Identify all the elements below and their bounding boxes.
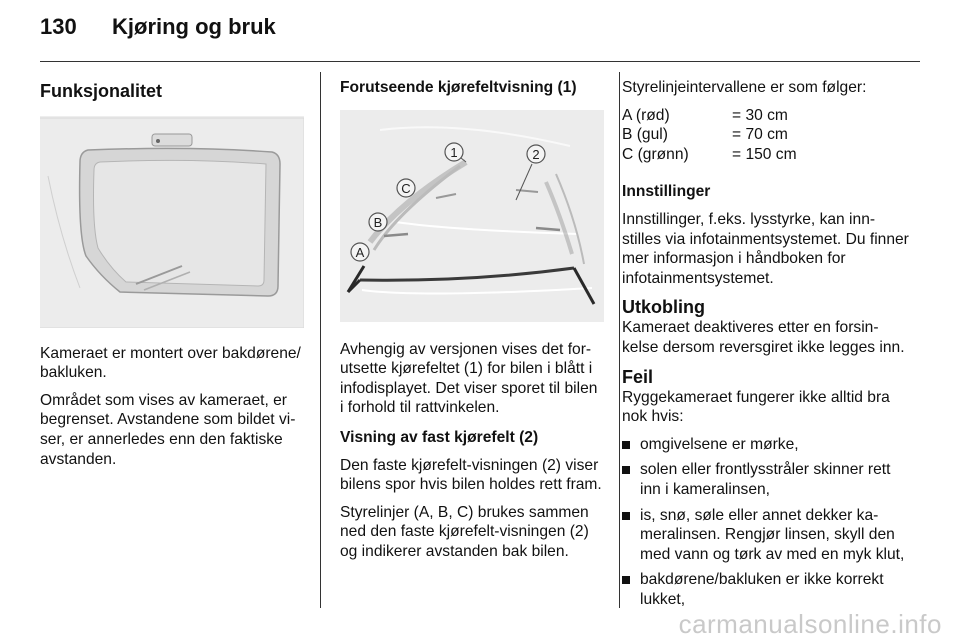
lane-view-figure — [340, 110, 604, 322]
list-item — [622, 435, 912, 455]
interval-key: B (gul) — [622, 126, 668, 144]
label-2: 2 — [532, 146, 540, 162]
subheading-fixed-lane: Visning av fast kjørefelt (2) — [340, 428, 539, 446]
interval-value: = 150 cm — [732, 145, 797, 163]
list-item — [622, 570, 912, 609]
subheading-settings: Innstillinger — [622, 183, 711, 201]
page-header — [40, 14, 920, 50]
interval-value: = 30 cm — [732, 106, 788, 124]
column-1 — [40, 72, 308, 477]
interval-value: = 70 cm — [732, 126, 788, 144]
fault-list — [622, 435, 912, 610]
watermark: carmanualsonline.info — [678, 609, 942, 639]
paragraph-camera-range: Området som vises av kameraet, er begrenset. Avstandene som bildet vi- ser, er annerledes enn den faktiske avstanden. — [40, 391, 296, 468]
label-b: B — [373, 214, 383, 230]
interval-list — [622, 106, 912, 165]
paragraph-camera-mount: Kameraet er montert over bakdørene/ bakluken. — [40, 344, 301, 382]
header-rule — [40, 61, 920, 62]
paragraph-guide-lines: Styrelinjer (A, B, C) brukes sammen ned den faste kjørefelt-visningen (2) og indikerer avstanden bak bilen. — [340, 503, 589, 560]
column-divider-1 — [320, 72, 321, 608]
heading-deactivation: Utkobling — [622, 297, 705, 318]
interval-row — [622, 145, 912, 165]
subheading-predictive-lane: Forutseende kjørefeltvisning (1) — [340, 79, 577, 96]
paragraph-settings: Innstillinger, f.eks. lysstyrke, kan inn- stilles via infotainmentsystemet. Du finner mer informasjon i håndboken for infotainmentsystemet. — [622, 210, 909, 287]
heading-fault: Feil — [622, 366, 654, 387]
list-item-text: omgivelsene er mørke, — [640, 435, 799, 453]
rear-door-camera-figure — [40, 116, 304, 328]
paragraph-deactivation: Kameraet deaktiveres etter en forsin- kelse dersom reversgiret ikke legges inn. — [622, 319, 905, 356]
column-divider-2 — [619, 72, 620, 608]
column-3 — [622, 72, 912, 615]
label-a: A — [355, 244, 365, 260]
page-number: 130 — [40, 14, 77, 39]
interval-key: C (grønn) — [622, 145, 689, 163]
intervals-intro: Styrelinjeintervallene er som følger: — [622, 79, 867, 96]
column-2 — [340, 72, 604, 570]
list-item — [622, 460, 912, 499]
bullet-icon — [622, 441, 630, 449]
interval-key: A (rød) — [622, 106, 670, 124]
label-1: 1 — [450, 144, 458, 160]
chapter-title: Kjøring og bruk — [112, 14, 276, 39]
bullet-icon — [622, 466, 630, 474]
paragraph-fault-intro: Ryggekameraet fungerer ikke alltid bra nok hvis: — [622, 388, 890, 426]
list-item-text: bakdørene/bakluken er ikke korrekt lukket, — [640, 571, 884, 608]
rear-door-illustration — [40, 116, 304, 328]
section-heading-functionality: Funksjonalitet — [40, 81, 163, 101]
interval-row — [622, 106, 912, 126]
list-item — [622, 506, 912, 565]
bullet-icon — [622, 576, 630, 584]
paragraph-fixed-lane: Den faste kjørefelt-visningen (2) viser bilens spor hvis bilen holdes rett fram. — [340, 456, 602, 494]
bullet-icon — [622, 512, 630, 520]
list-item-text: solen eller frontlysstråler skinner rett inn i kameralinsen, — [640, 461, 891, 498]
list-item-text: is, snø, søle eller annet dekker ka- meralinsen. Rengjør linsen, skyll den med vann og tørk av med en myk klut, — [640, 506, 905, 563]
paragraph-predictive-lane: Avhengig av versjonen vises det for- utsette kjørefeltet (1) for bilen i blått i infodisplayet. Det viser sporet til bilen i forhold til rattvinkelen. — [340, 340, 598, 417]
interval-row — [622, 125, 912, 145]
lane-view-illustration — [340, 110, 604, 322]
label-c: C — [401, 180, 411, 196]
